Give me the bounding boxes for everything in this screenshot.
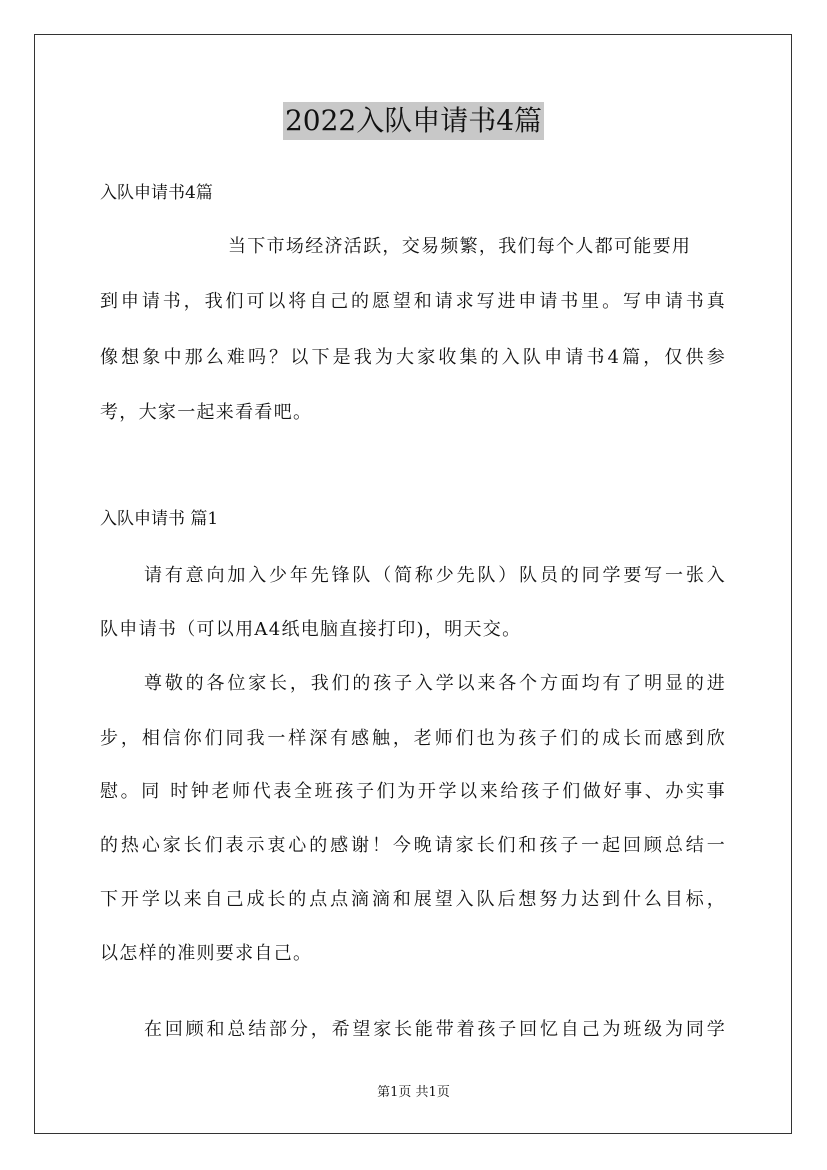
document-title-wrap [0, 102, 827, 140]
body-line-4: 步，相信你们同我一样深有感触，老师们也为孩子们的成长而感到欣 [100, 728, 726, 749]
body-line-6: 的热心家长们表示衷心的感谢！今晚请家长们和孩子一起回顾总结一 [100, 835, 726, 856]
body-line-7: 下开学以来自己成长的点点滴滴和展望入队后想努力达到什么目标， [100, 889, 726, 910]
document-subtitle: 入队申请书4篇 [100, 183, 213, 203]
body-line-3: 尊敬的各位家长，我们的孩子入学以来各个方面均有了明显的进 [144, 673, 726, 694]
intro-line-1: 当下市场经济活跃，交易频繁，我们每个人都可能要用 [228, 236, 692, 257]
body-line-9: 在回顾和总结部分，希望家长能带着孩子回忆自己为班级为同学 [144, 1019, 726, 1040]
section-heading: 入队申请书 篇1 [100, 509, 219, 529]
intro-line-2: 到申请书，我们可以将自己的愿望和请求写进申请书里。写申请书真 [100, 291, 726, 312]
intro-line-3: 像想象中那么难吗？以下是我为大家收集的入队申请书4篇，仅供参 [100, 347, 726, 368]
page-footer: 第1页 共1页 [377, 1085, 450, 1100]
document-title: 2022入队申请书4篇 [283, 102, 544, 140]
body-line-5: 慰。同 时钟老师代表全班孩子们为开学以来给孩子们做好事、办实事 [100, 781, 726, 802]
body-line-8: 以怎样的准则要求自己。 [100, 943, 313, 964]
body-line-2: 队申请书（可以用A4纸电脑直接打印)，明天交。 [100, 619, 522, 640]
body-line-1: 请有意向加入少年先锋队（简称少先队）队员的同学要写一张入 [144, 565, 726, 586]
intro-line-4: 考，大家一起来看看吧。 [100, 402, 313, 423]
